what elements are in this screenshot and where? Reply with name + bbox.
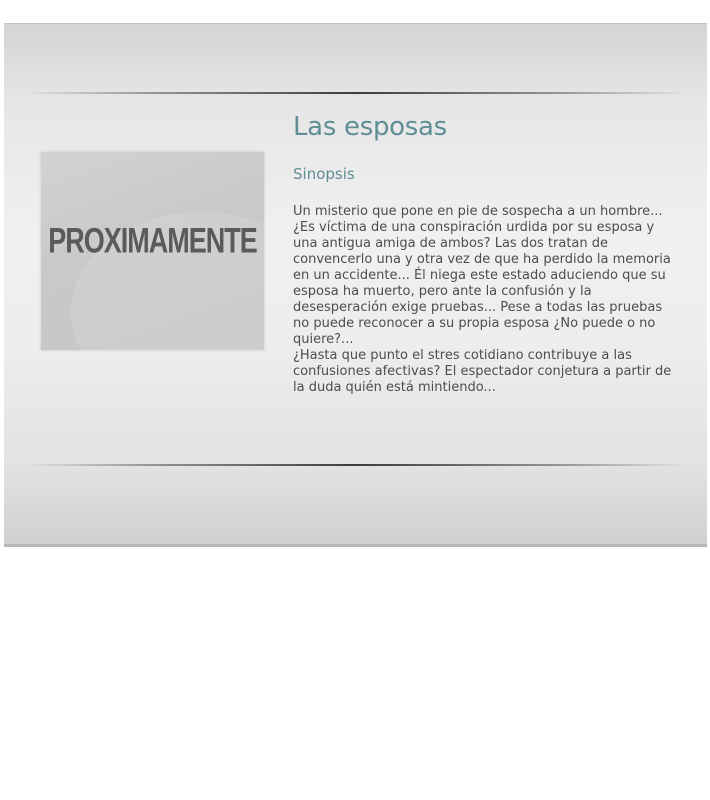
synopsis-paragraph: ¿Hasta que punto el stres cotidiano contribuye a las confusiones afectivas? El espectador conjetura a partir de la duda quién está mintiendo...: [293, 348, 672, 395]
poster-placeholder: [41, 152, 264, 350]
movie-title: Las esposas: [293, 112, 447, 142]
top-divider: [24, 92, 687, 94]
movie-panel: [4, 23, 707, 547]
bottom-divider: [24, 464, 687, 466]
synopsis-heading: Sinopsis: [293, 165, 355, 183]
synopsis-paragraph: Un misterio que pone en pie de sospecha a un hombre... ¿Es víctima de una conspiración urdida por su esposa y una antigua amiga de ambos? Las dos tratan de convencerlo una y otra vez de que ha perdido la memoria en un accidente... Él niega este estado aduciendo que su esposa ha muerto, pero ante la confusión y la desesperación exige pruebas... Pese a todas las pruebas no puede reconocer a su propia esposa ¿No puede o no quiere?...: [293, 204, 671, 347]
poster-label: PROXIMAMENTE: [48, 221, 257, 261]
synopsis-text: [293, 204, 673, 396]
